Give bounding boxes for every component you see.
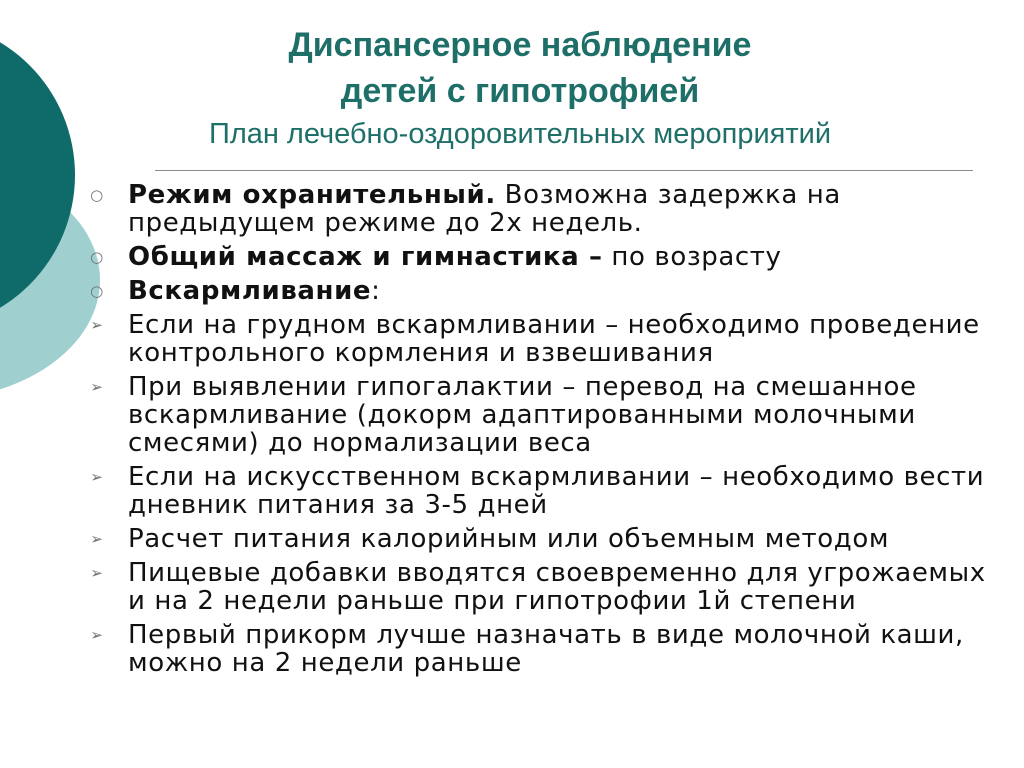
slide-subtitle: План лечебно-оздоровительных мероприятий (208, 118, 832, 150)
arrow-bullet-icon: ➢ (90, 530, 104, 548)
list-item (86, 277, 1006, 305)
list-item (86, 463, 1006, 519)
item-lead: Режим охранительный. (128, 180, 496, 210)
item-lead: Вскармливание (128, 276, 372, 306)
item-text: Если на грудном вскармливании – необходимо проведение контрольного кормления и взвешивания (128, 310, 980, 368)
list-item (86, 525, 1006, 553)
list-item (86, 181, 1006, 237)
item-text: При выявлении гипогалактии – перевод на смешанное вскармливание (докорм адаптированными молочными смесями) до нормализации веса (128, 372, 917, 458)
circle-bullet-icon: ○ (90, 282, 104, 300)
list-item (86, 243, 1006, 271)
slide-title-line-2: детей с гипотрофией (340, 72, 700, 110)
slide-title-block (170, 22, 870, 152)
circle-bullet-icon: ○ (90, 248, 104, 266)
item-text: Расчет питания калорийным или объемным методом (128, 524, 890, 554)
list-item (86, 621, 1006, 677)
arrow-bullet-icon: ➢ (90, 378, 104, 396)
list-item (86, 311, 1006, 367)
title-divider (155, 170, 973, 171)
arrow-bullet-icon: ➢ (90, 316, 104, 334)
item-text: Возможна задержка на предыдущем режиме до 2х недель. (128, 180, 841, 238)
item-text: Если на искусственном вскармливании – необходимо вести дневник питания за 3-5 дней (128, 462, 985, 520)
item-text: : (371, 276, 381, 306)
circle-bullet-icon: ○ (90, 186, 104, 204)
slide-title-line-1: Диспансерное наблюдение (288, 26, 752, 64)
item-text: по возрасту (602, 242, 782, 272)
item-lead: Общий массаж и гимнастика – (128, 242, 603, 272)
item-text: Пищевые добавки вводятся своевременно для угрожаемых и на 2 недели раньше при гипотрофии 1й степени (128, 558, 986, 616)
bullet-list (86, 181, 1006, 683)
list-item (86, 559, 1006, 615)
arrow-bullet-icon: ➢ (90, 626, 104, 644)
arrow-bullet-icon: ➢ (90, 468, 104, 486)
list-item (86, 373, 1006, 457)
item-text: Первый прикорм лучше назначать в виде молочной каши, можно на 2 недели раньше (128, 620, 964, 678)
arrow-bullet-icon: ➢ (90, 564, 104, 582)
